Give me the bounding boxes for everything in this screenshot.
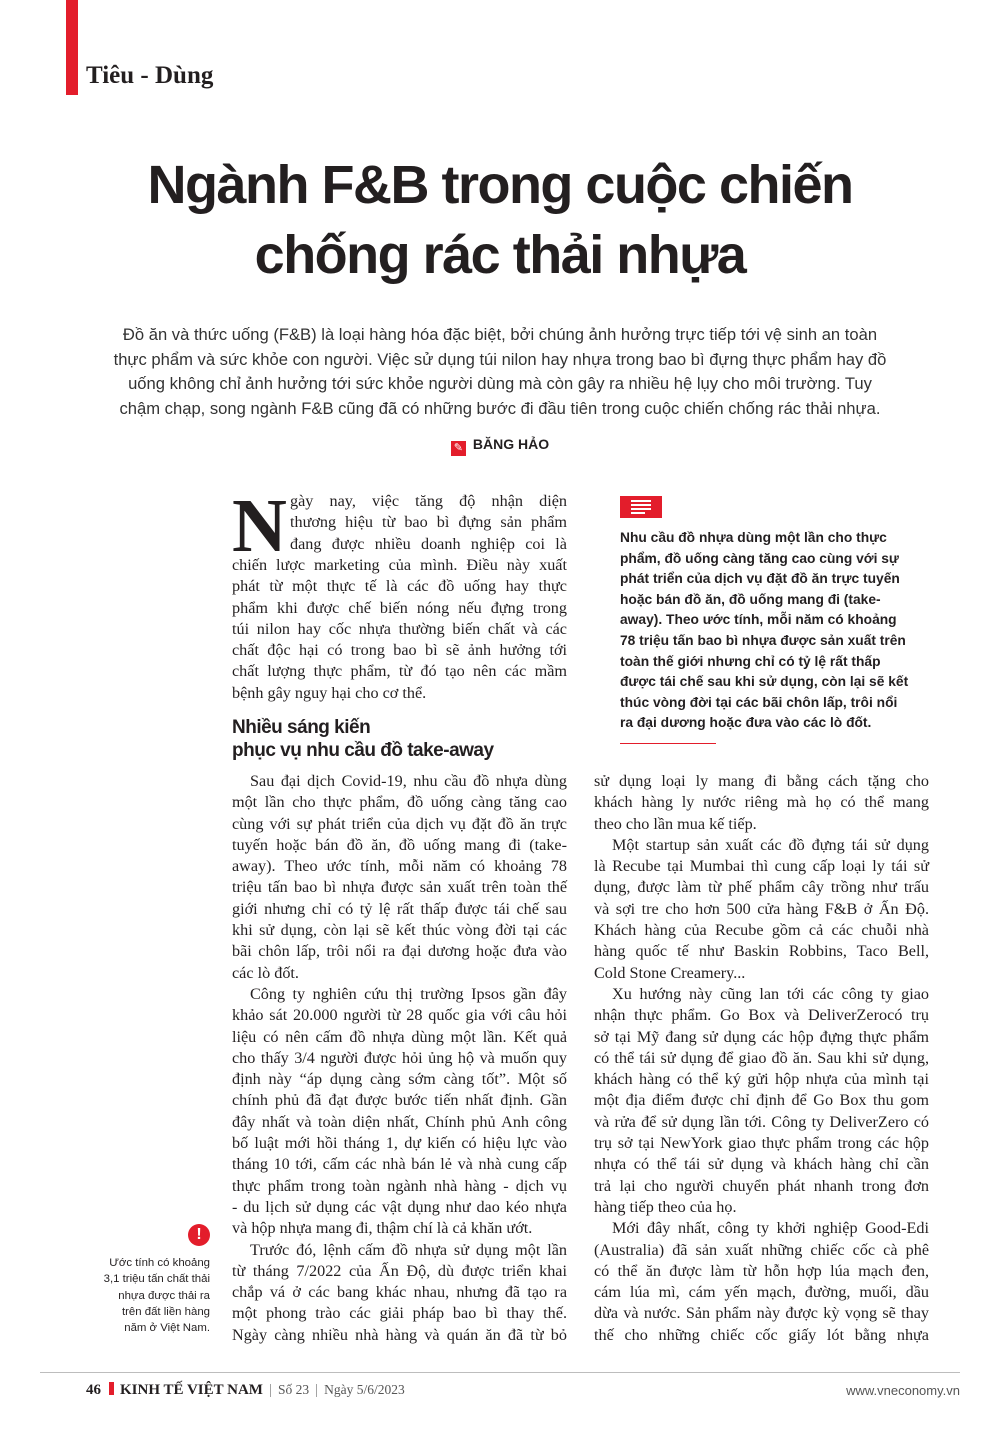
body-line: đang được nhiều doanh nghiệp coi là: [290, 534, 567, 553]
body-line: trả lại cho người chuyển phát nhanh trong đơn: [594, 1176, 929, 1195]
body-line: và sợi tre cho hơn 500 cửa hàng F&B ở Ấn Độ.: [594, 899, 929, 918]
body-line: triệu tấn bao bì nhựa được sản xuất trên toàn thế: [232, 878, 567, 897]
body-line: khách hàng có thể ký gửi hộp nhựa của mình tại: [594, 1070, 929, 1089]
body-column-right: [594, 771, 929, 1346]
website-link[interactable]: www.vneconomy.vn: [846, 1383, 960, 1398]
headline: [60, 150, 940, 290]
body-line: cùng với sự phát triển của dịch vụ đặt đồ ăn trực: [232, 814, 567, 833]
side-note-line: năm ở Việt Nam.: [124, 1322, 210, 1335]
side-note-line: nhựa được thải ra: [118, 1289, 210, 1302]
body-line: dừa và nước. Sản phẩm này được kỳ vọng sẽ thay: [594, 1304, 929, 1323]
footer: [86, 1382, 405, 1399]
body-line: định này “áp dụng càng sớm càng tốt”. Một số: [232, 1070, 567, 1089]
body-line: Xu hướng này cũng lan tới các công ty giao: [612, 984, 929, 1003]
body-line: và hộp nhựa mang đi, thậm chí là cả khăn ướt.: [232, 1219, 533, 1238]
body-line: bãi chôn lấp, trôi nổi ra đại dương hoặc đưa vào: [232, 942, 567, 961]
body-line: phát từ một thực tế là các đồ uống hay thực: [232, 577, 567, 596]
pull-quote-line: thúc vòng đời tại các bãi chôn lấp, trôi nổi: [620, 694, 898, 710]
page-number: 46: [86, 1382, 101, 1398]
body-line: bệnh gây nguy hại cho cơ thể.: [232, 683, 427, 702]
pull-quote-line: 78 triệu tấn bao bì nhựa được sản xuất trên: [620, 632, 906, 648]
body-line: chiến lược marketing của mình. Điều này xuất: [232, 556, 567, 574]
body-line: chính phủ đã đạt được bước tiến nhất định. Gần: [232, 1091, 567, 1110]
body-line: sử dụng loại ly mang đi bằng cách tặng cho: [594, 772, 929, 790]
headline-line-2: chống rác thải nhựa: [254, 225, 746, 285]
lead-line: thực phẩm và sức khỏe con người. Việc sử dụng túi nilon hay nhựa trong bao bì đựng thực phẩm hay đồ: [113, 349, 887, 369]
drop-cap: N: [232, 484, 287, 568]
body-line: bố luật mới hồi tháng 1, dự kiến có hiệu lực vào: [232, 1134, 567, 1153]
body-line: Trước đó, lệnh cấm đồ nhựa sử dụng một lần: [250, 1240, 567, 1259]
body-line: dụng, được làm từ phế phẩm cây trồng như trấu: [594, 878, 929, 897]
quote-lines-icon: [620, 496, 662, 518]
section-marker-bar: [66, 0, 78, 95]
pen-icon: ✎: [451, 441, 466, 456]
body-line: thế cho những chiếc cốc giấy lót bằng nhựa: [594, 1325, 929, 1344]
body-column-left: [232, 771, 567, 1346]
body-line: chất lượng thực phẩm, từ đó tạo nên các mầm: [232, 662, 567, 681]
body-line: túi nilon hay cốc nhựa thường biến chất và các: [232, 619, 567, 638]
pull-quote-line: Nhu cầu đồ nhựa dùng một lần cho thực: [620, 530, 887, 545]
body-line: Sau đại dịch Covid-19, nhu cầu đồ nhựa dùng: [250, 772, 567, 790]
lead-line: chậm chạp, song ngành F&B cũng đã có những bước đi đầu tiên trong cuộc chiến chống rác thải nhựa.: [119, 398, 881, 418]
body-line: là Recube tại Mumbai thì cung cấp loại ly tái sử: [594, 857, 929, 876]
body-line: từ tháng 7/2022 của Ấn Độ, dù được triển khai: [232, 1261, 567, 1280]
side-note: [60, 1255, 210, 1336]
body-line: liệu có nên cấm đồ nhựa dùng một lần. Kết quả: [232, 1027, 567, 1046]
body-line: sở tại Mỹ đang sử dụng các hộp đựng thực phẩm: [594, 1027, 929, 1046]
body-line: tháng 10 tới, cấm các nhà bán lẻ và nhà cung cấp: [232, 1155, 567, 1174]
pull-quote-line: phẩm, đồ uống càng tăng cao cùng với sự: [620, 550, 899, 566]
body-line: nhựa có thể tái sử dụng và khách hàng chỉ cần: [594, 1155, 929, 1174]
body-line: thực phẩm trong toàn ngành nhà hàng - dịch vụ: [232, 1176, 567, 1195]
exclamation-icon: !: [188, 1224, 210, 1246]
body-line: Cold Stone Creamery...: [594, 963, 746, 982]
body-line: (Australia) đã sản xuất những chiếc cốc cà phê: [594, 1240, 929, 1259]
subheading-line: phục vụ nhu cầu đồ take-away: [232, 740, 494, 761]
pull-quote-line: ra đại dương hoặc đưa vào các lò đốt.: [620, 715, 872, 731]
body-line: - du lịch sử dụng các vật dụng như dao kéo nhựa: [232, 1197, 567, 1216]
pull-quote-line: away). Theo ước tính, mỗi năm có khoảng: [620, 612, 897, 628]
body-line: một địa điểm được chỉ định để Go Box thu gom: [594, 1091, 929, 1110]
body-line: hàng tiếp theo của họ.: [594, 1197, 737, 1216]
pull-quote-line: hoặc bán đồ ăn, đồ uống mang đi (take-: [620, 591, 881, 607]
headline-line-1: Ngành F&B trong cuộc chiến: [147, 155, 853, 215]
body-line: các lò đốt.: [232, 963, 299, 982]
footer-separator: |: [268, 1382, 272, 1398]
body-line: Một startup sản xuất các đồ đựng tái sử dụng: [612, 835, 929, 854]
body-line: giới nhưng chỉ có tỷ lệ rất thấp được tái chế sau: [232, 899, 567, 918]
magazine-name: KINH TẾ VIỆT NAM: [120, 1382, 263, 1398]
body-line: hàng quốc tế như Baskin Robbins, Taco Bell,: [594, 942, 929, 961]
body-line: gày nay, việc tăng độ nhận diện: [290, 492, 567, 510]
issue-number: Số 23: [277, 1382, 310, 1397]
body-line: chắp vá ở các bang khác nhau, nhưng đã tạo ra: [232, 1283, 567, 1302]
side-note-line: Ước tính có khoảng: [109, 1257, 210, 1269]
side-note-line: trên đất liền hàng: [121, 1305, 210, 1318]
body-line: một lần cho thực phẩm, đồ uống càng tăng cao: [232, 793, 567, 812]
body-line: đây nhất và toàn diện nhất, Chính phủ Anh công: [232, 1112, 567, 1131]
body-line: away). Theo ước tính, mỗi năm có khoảng 78: [232, 857, 567, 876]
body-line: có thể tái sử dụng để giao đồ ăn. Sau khi sử dụng,: [594, 1048, 929, 1067]
pull-quote-line: toàn thế giới nhưng chỉ có tỷ lệ rất thấp: [620, 653, 881, 669]
body-line: khảo sát 20.000 người từ 28 quốc gia với câu hỏi: [232, 1006, 567, 1025]
pull-quote: [620, 528, 940, 734]
body-line: chất độc hại có trong bao bì sẽ ảnh hưởng tới: [232, 641, 567, 660]
body-line: trụ sở tại NewYork giao thực phẩm trong các hộp: [594, 1134, 929, 1153]
body-line: nhận thực phẩm. Go Box và DeliverZerocó trụ: [594, 1006, 929, 1025]
body-line: một phong trào các giải pháp bao bì thay thế.: [232, 1304, 567, 1323]
body-line: phẩm khi được chế biến nóng nếu đựng trong: [232, 598, 567, 617]
subheading-line: Nhiều sáng kiến: [232, 717, 371, 738]
body-line: khi sử dụng, còn lại sẽ kết thúc vòng đời tại các: [232, 921, 567, 940]
lead-line: uống không chỉ ảnh hưởng tới sức khỏe người dùng mà còn gây ra nhiều hệ lụy cho môi trường. Tuy: [128, 374, 872, 393]
pull-quote-divider: [620, 743, 716, 744]
body-line: theo cho lần mua kế tiếp.: [594, 814, 757, 833]
author-name: BĂNG HẢO: [472, 436, 550, 452]
body-line: tuyến hoặc bán đồ ăn, đồ uống mang đi (take-: [232, 835, 567, 854]
body-line: Mới đây nhất, công ty khởi nghiệp Good-Edi: [612, 1219, 929, 1238]
section-label: Tiêu - Dùng: [86, 62, 214, 89]
byline: [0, 436, 1000, 456]
body-line: thương hiệu từ bao bì đựng sản phẩm: [290, 513, 567, 532]
footer-separator: |: [315, 1382, 319, 1398]
subheading: [232, 716, 592, 762]
intro-bottom: [232, 555, 567, 704]
body-line: cho thấy 3/4 người được hỏi ủng hộ và muốn quy: [232, 1048, 567, 1067]
pull-quote-line: phát triển của dịch vụ đặt đồ ăn trực tuyến: [620, 571, 900, 587]
side-note-line: 3,1 triệu tấn chất thải: [103, 1273, 210, 1286]
footer-divider: [40, 1372, 960, 1373]
intro-top: [290, 491, 567, 555]
lead-paragraph: [70, 323, 930, 421]
body-line: Khách hàng của Recube gồm cả các chuỗi nhà: [594, 921, 929, 940]
body-line: khách hàng ly nước riêng mà họ có thể mang: [594, 793, 929, 812]
issue-date: Ngày 5/6/2023: [324, 1382, 405, 1397]
body-line: có thể ăn được làm từ hỗn hợp lúa mạch đen,: [594, 1261, 929, 1280]
lead-line: Đồ ăn và thức uống (F&B) là loại hàng hóa đặc biệt, bởi chúng ảnh hưởng trực tiếp tới vệ sinh an toàn: [122, 325, 878, 344]
body-line: Ngày càng nhiều nhà hàng và quán ăn đã từ bỏ: [232, 1325, 567, 1344]
body-line: Công ty nghiên cứu thị trường Ipsos gần đây: [250, 984, 567, 1003]
body-line: và rửa để sử dụng lần tới. Công ty DeliverZero có: [594, 1112, 929, 1131]
footer-marker: [109, 1382, 114, 1395]
pull-quote-line: được tái chế sau khi sử dụng, còn lại sẽ kết: [620, 674, 909, 690]
body-line: cám lúa mì, cám yến mạch, đường, muối, dầu: [594, 1283, 929, 1302]
